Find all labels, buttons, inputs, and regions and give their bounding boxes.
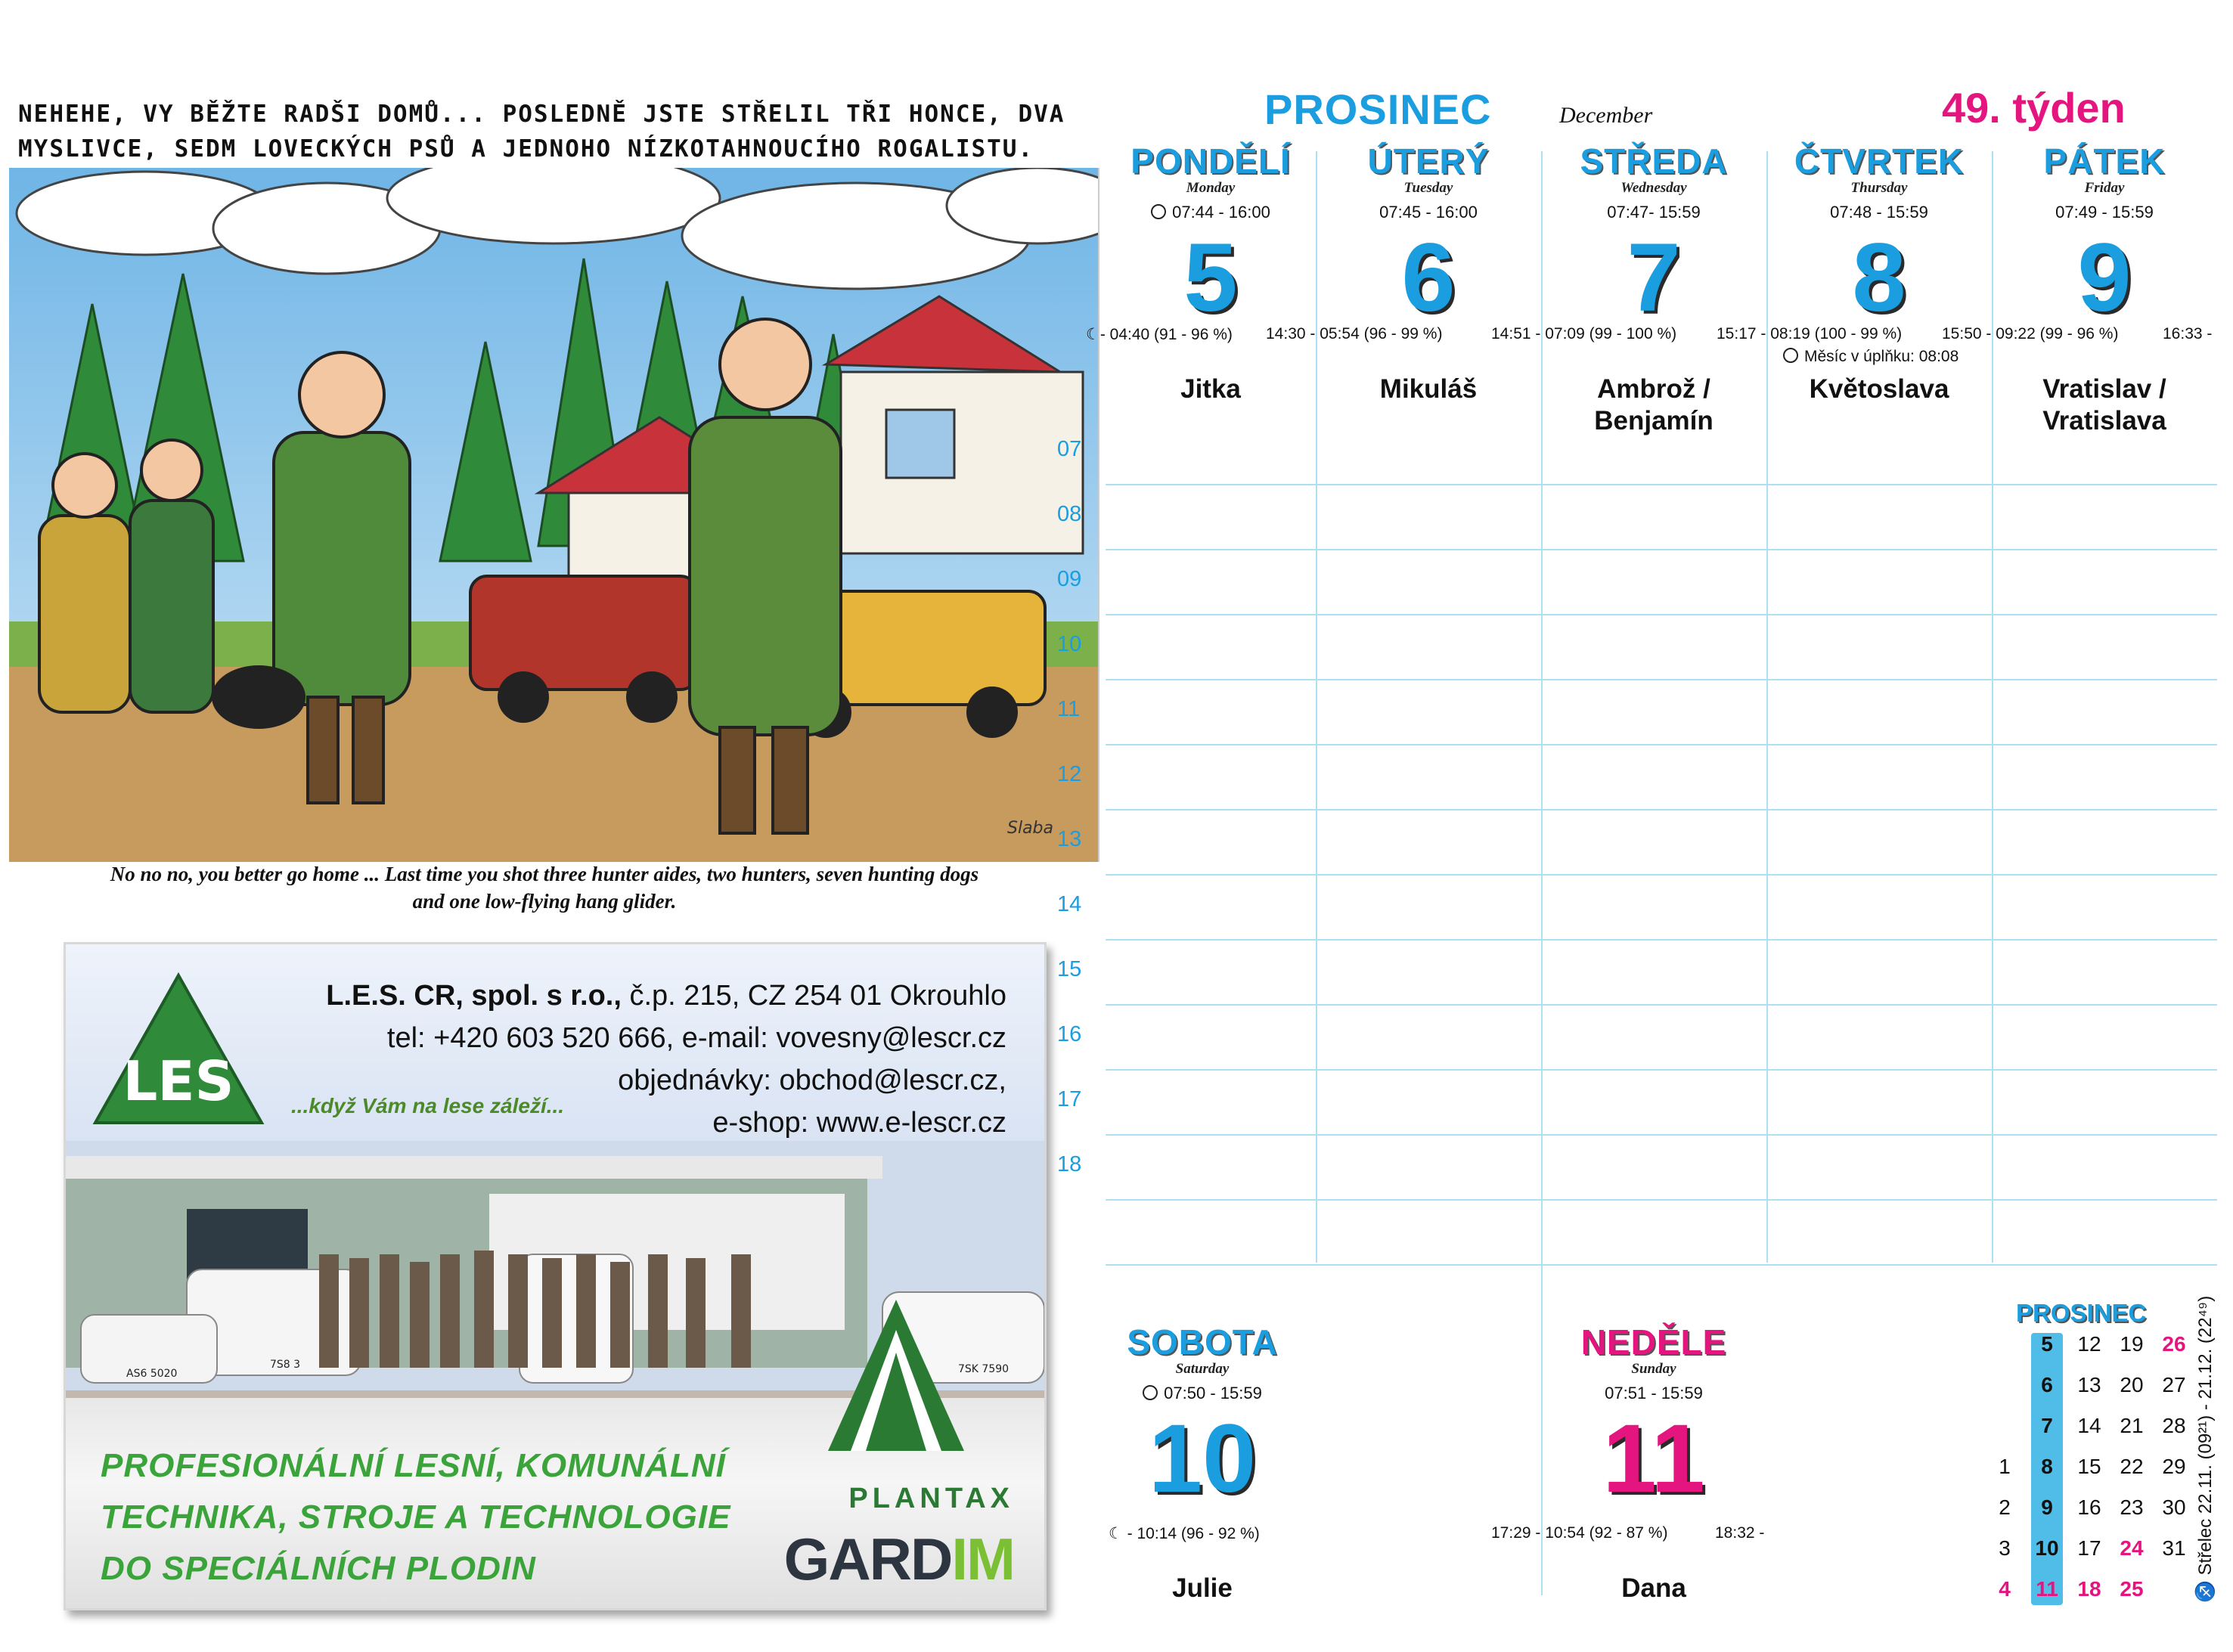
photo-plate-2: 7S8 3 <box>270 1359 301 1371</box>
les-cr-advertisement <box>64 942 1047 1610</box>
hour-label: 13 <box>1057 827 1082 851</box>
sunrise-sunset: 07:45 - 16:00 <box>1379 203 1478 222</box>
plantax-logo-text: PLANTAX <box>848 1483 1014 1514</box>
day-name-english: Wednesday <box>1620 180 1687 196</box>
day-number: 11 <box>1602 1405 1705 1513</box>
grid-row-7[interactable] <box>1106 874 2217 876</box>
sunrise-sunset: 07:44 - 16:00 <box>1109 203 1313 222</box>
caption-en-line-2: and one low-flying hang glider. <box>412 890 677 913</box>
hour-label: 07 <box>1057 437 1082 461</box>
gardim-logo-a: GARD <box>783 1526 952 1592</box>
grid-row-11[interactable] <box>1106 1134 2217 1136</box>
mini-day: 31 <box>2162 1536 2186 1560</box>
gardim-logo <box>784 1525 1014 1594</box>
hour-label: 12 <box>1057 762 1082 786</box>
mini-day: 1 <box>1999 1455 2011 1478</box>
ad-headline-3: DO SPECIÁLNÍCH PLODIN <box>101 1550 536 1587</box>
nameday-wednesday: Ambrož / Benjamín <box>1594 374 1714 435</box>
grid-row-5[interactable] <box>1106 744 2217 745</box>
full-moon-note: Měsíc v úplňku: 08:08 <box>1783 348 1959 366</box>
mini-day: 2 <box>1999 1495 2011 1519</box>
day-column-tuesday[interactable] <box>1319 141 1538 332</box>
mini-day: 20 <box>2120 1373 2144 1396</box>
ad-eshop: e-shop: www.e-lescr.cz <box>712 1107 1006 1139</box>
day-name: ÚTERÝ <box>1367 141 1490 181</box>
sun-icon <box>1151 204 1166 219</box>
mini-day: 7 <box>2041 1414 2053 1437</box>
day-column-monday[interactable] <box>1109 141 1313 332</box>
mini-day: 21 <box>2120 1414 2144 1437</box>
day-name: STŘEDA <box>1580 141 1728 181</box>
moon-icon: ☾ <box>1086 326 1100 343</box>
nameday-friday: Vratislav / Vratislava <box>2042 374 2166 435</box>
grid-row-8[interactable] <box>1106 939 2217 941</box>
day-name: SOBOTA <box>1127 1322 1278 1362</box>
mini-day: 10 <box>2035 1536 2059 1560</box>
sun-icon <box>1143 1385 1158 1400</box>
ad-bottom-banner <box>66 1398 1044 1608</box>
day-column-thursday[interactable] <box>1769 141 1989 332</box>
ad-header <box>66 944 1044 1141</box>
grid-divider-3 <box>1766 151 1768 1263</box>
sunrise-sunset: 07:50 - 15:59 <box>1089 1384 1316 1403</box>
mini-day: 13 <box>2077 1373 2101 1396</box>
cartoon-caption-czech <box>18 97 1107 166</box>
grid-row-1[interactable] <box>1106 484 2217 485</box>
day-column-friday[interactable] <box>1995 141 2214 332</box>
full-moon-icon <box>1783 348 1798 363</box>
day-name-english: Monday <box>1186 180 1236 196</box>
sunrise-sunset: 07:48 - 15:59 <box>1830 203 1928 222</box>
hour-label: 16 <box>1057 1022 1082 1046</box>
day-name-english: Sunday <box>1631 1361 1676 1377</box>
nameday-sunday: Dana <box>1621 1573 1686 1603</box>
grid-row-4[interactable] <box>1106 679 2217 680</box>
moon-info-sunday-tail: 18:32 - <box>1715 1524 1765 1542</box>
mini-day: 30 <box>2162 1495 2186 1519</box>
caption-en-line-1: No no no, you better go home ... Last time you shot three hunter aides, two hunters, seven hunting dogs <box>110 863 979 885</box>
mini-day: 9 <box>2041 1495 2053 1519</box>
mini-day: 15 <box>2077 1455 2101 1478</box>
moon-info-thursday: 15:17 - 08:19 (100 - 99 %) <box>1717 325 1903 342</box>
photo-plate-1: AS6 5020 <box>126 1368 178 1380</box>
grid-divider-4 <box>1992 151 1993 1263</box>
nameday-saturday: Julie <box>1172 1573 1233 1603</box>
day-number: 7 <box>1627 224 1681 332</box>
day-name: NEDĚLE <box>1580 1322 1727 1362</box>
mini-day: 24 <box>2120 1536 2144 1560</box>
hour-label: 10 <box>1057 632 1082 656</box>
les-logo-icon <box>91 972 265 1130</box>
gardim-logo-b: IM <box>951 1526 1014 1592</box>
month-english: December <box>1559 103 1653 128</box>
mini-day: 19 <box>2120 1332 2144 1356</box>
cartoon-signature: Slaba <box>1007 819 1054 838</box>
day-column-saturday[interactable] <box>1089 1322 1316 1513</box>
mini-calendar-grid <box>1984 1332 2196 1619</box>
day-number: 10 <box>1148 1405 1257 1513</box>
sunrise-sunset: 07:47- 15:59 <box>1607 203 1701 222</box>
day-number: 5 <box>1183 224 1238 332</box>
mini-day: 17 <box>2077 1536 2101 1560</box>
mini-day: 28 <box>2162 1414 2186 1437</box>
day-name: PONDĚLÍ <box>1130 141 1291 181</box>
grid-row-10[interactable] <box>1106 1069 2217 1071</box>
moon-info-friday-tail: 16:33 - <box>2163 325 2213 342</box>
mini-day: 14 <box>2077 1414 2101 1437</box>
hour-label: 17 <box>1057 1087 1082 1111</box>
ad-orders: objednávky: obchod@lescr.cz, <box>618 1065 1006 1096</box>
day-column-sunday[interactable] <box>1544 1322 1763 1513</box>
moon-icon: ☾ <box>1109 1525 1127 1542</box>
nameday-monday: Jitka <box>1180 374 1241 404</box>
caption-line-1: NEHEHE, VY BĚŽTE RADŠI DOMŮ... POSLEDNĚ JSTE STŘELIL TŘI HONCE, DVA <box>18 101 1065 128</box>
grid-row-2[interactable] <box>1106 549 2217 550</box>
ad-slogan: ...když Vám na lese záleží... <box>291 1094 565 1117</box>
ad-contact-block <box>326 975 1006 1144</box>
ad-address: č.p. 215, CZ 254 01 Okrouhlo <box>629 980 1006 1012</box>
grid-row-3[interactable] <box>1106 614 2217 615</box>
day-name-english: Saturday <box>1175 1361 1230 1377</box>
grid-divider-1 <box>1316 151 1317 1263</box>
hour-label: 09 <box>1057 567 1082 591</box>
ad-headline-1: PROFESIONÁLNÍ LESNÍ, KOMUNÁLNÍ <box>101 1447 726 1484</box>
ad-headline <box>101 1440 730 1595</box>
moon-info-wednesday: 14:51 - 07:09 (99 - 100 %) <box>1491 325 1677 342</box>
day-name-english: Friday <box>2084 180 2125 196</box>
grid-row-9[interactable] <box>1106 1004 2217 1006</box>
ad-company: L.E.S. CR, spol. s r.o., <box>326 980 622 1012</box>
mini-day: 29 <box>2162 1455 2186 1478</box>
grid-row-6[interactable] <box>1106 809 2217 811</box>
mini-calendar-title: PROSINEC <box>2016 1299 2147 1327</box>
grid-row-bottom <box>1106 1264 2217 1266</box>
month-title: PROSINEC <box>1264 85 1492 133</box>
ad-headline-2: TECHNIKA, STROJE A TECHNOLOGIE <box>101 1499 731 1536</box>
mini-day: 3 <box>1999 1536 2011 1560</box>
hour-label: 15 <box>1057 957 1082 981</box>
moon-info-sunday: 17:29 - 10:54 (92 - 87 %) <box>1491 1524 1668 1542</box>
moon-info-friday: 15:50 - 09:22 (99 - 96 %) <box>1942 325 2119 342</box>
hour-label: 14 <box>1057 892 1082 916</box>
mini-day: 6 <box>2041 1373 2053 1396</box>
day-number: 6 <box>1401 224 1456 332</box>
mini-day: 4 <box>1999 1577 2011 1601</box>
plantax-logo-icon <box>820 1300 972 1451</box>
day-column-wednesday[interactable] <box>1544 141 1763 332</box>
mini-day: 22 <box>2120 1455 2144 1478</box>
logo-letters: LES <box>123 1049 234 1113</box>
day-name: PÁTEK <box>2043 141 2166 181</box>
nameday-thursday: Květoslava <box>1809 374 1949 404</box>
cartoon-drawing <box>9 168 1098 862</box>
mini-day: 5 <box>2041 1332 2053 1356</box>
grid-row-12[interactable] <box>1106 1199 2217 1201</box>
mini-day: 25 <box>2120 1577 2144 1601</box>
moon-info-monday: ☾- 04:40 (91 - 96 %) <box>1086 326 1233 343</box>
sunrise-sunset: 07:49 - 15:59 <box>2055 203 2154 222</box>
zodiac-note: ♐ Střelec 22.11. (09²¹) - 21.12. (22⁴⁹) <box>2195 1295 2216 1603</box>
day-name: ČTVRTEK <box>1794 141 1965 181</box>
mini-day: 11 <box>2036 1577 2058 1601</box>
hunter-cartoon-illustration <box>9 168 1099 862</box>
day-number: 9 <box>2077 224 2132 332</box>
mini-day: 8 <box>2041 1455 2053 1478</box>
mini-day: 16 <box>2077 1495 2101 1519</box>
mini-day: 23 <box>2120 1495 2144 1519</box>
photo-plate-3: 7SK 7590 <box>958 1363 1010 1375</box>
hour-label: 08 <box>1057 502 1082 526</box>
moon-info-saturday: ☾ - 10:14 (96 - 92 %) <box>1109 1525 1260 1542</box>
mini-day: 27 <box>2162 1373 2186 1396</box>
caption-line-2: MYSLIVCE, SEDM LOVECKÝCH PSŮ A JEDNOHO NÍZKOTAHNOUCÍHO ROGALISTU. <box>18 135 1034 163</box>
day-name-english: Tuesday <box>1403 180 1453 196</box>
mini-day: 12 <box>2077 1332 2101 1356</box>
week-number: 49. týden <box>1942 84 2126 132</box>
cartoon-caption-english <box>45 860 1044 915</box>
grid-divider-2 <box>1541 151 1543 1595</box>
sunrise-sunset: 07:51 - 15:59 <box>1605 1384 1703 1402</box>
day-number: 8 <box>1852 224 1906 332</box>
ad-contact: tel: +420 603 520 666, e-mail: vovesny@lescr.cz <box>386 1022 1006 1054</box>
nameday-tuesday: Mikuláš <box>1379 374 1478 404</box>
mini-day: 18 <box>2077 1577 2101 1601</box>
hour-label: 18 <box>1057 1152 1082 1176</box>
mini-day: 26 <box>2162 1332 2186 1356</box>
hour-label: 11 <box>1057 697 1081 721</box>
day-name-english: Thursday <box>1850 180 1908 196</box>
moon-info-tuesday: 14:30 - 05:54 (96 - 99 %) <box>1266 325 1443 342</box>
